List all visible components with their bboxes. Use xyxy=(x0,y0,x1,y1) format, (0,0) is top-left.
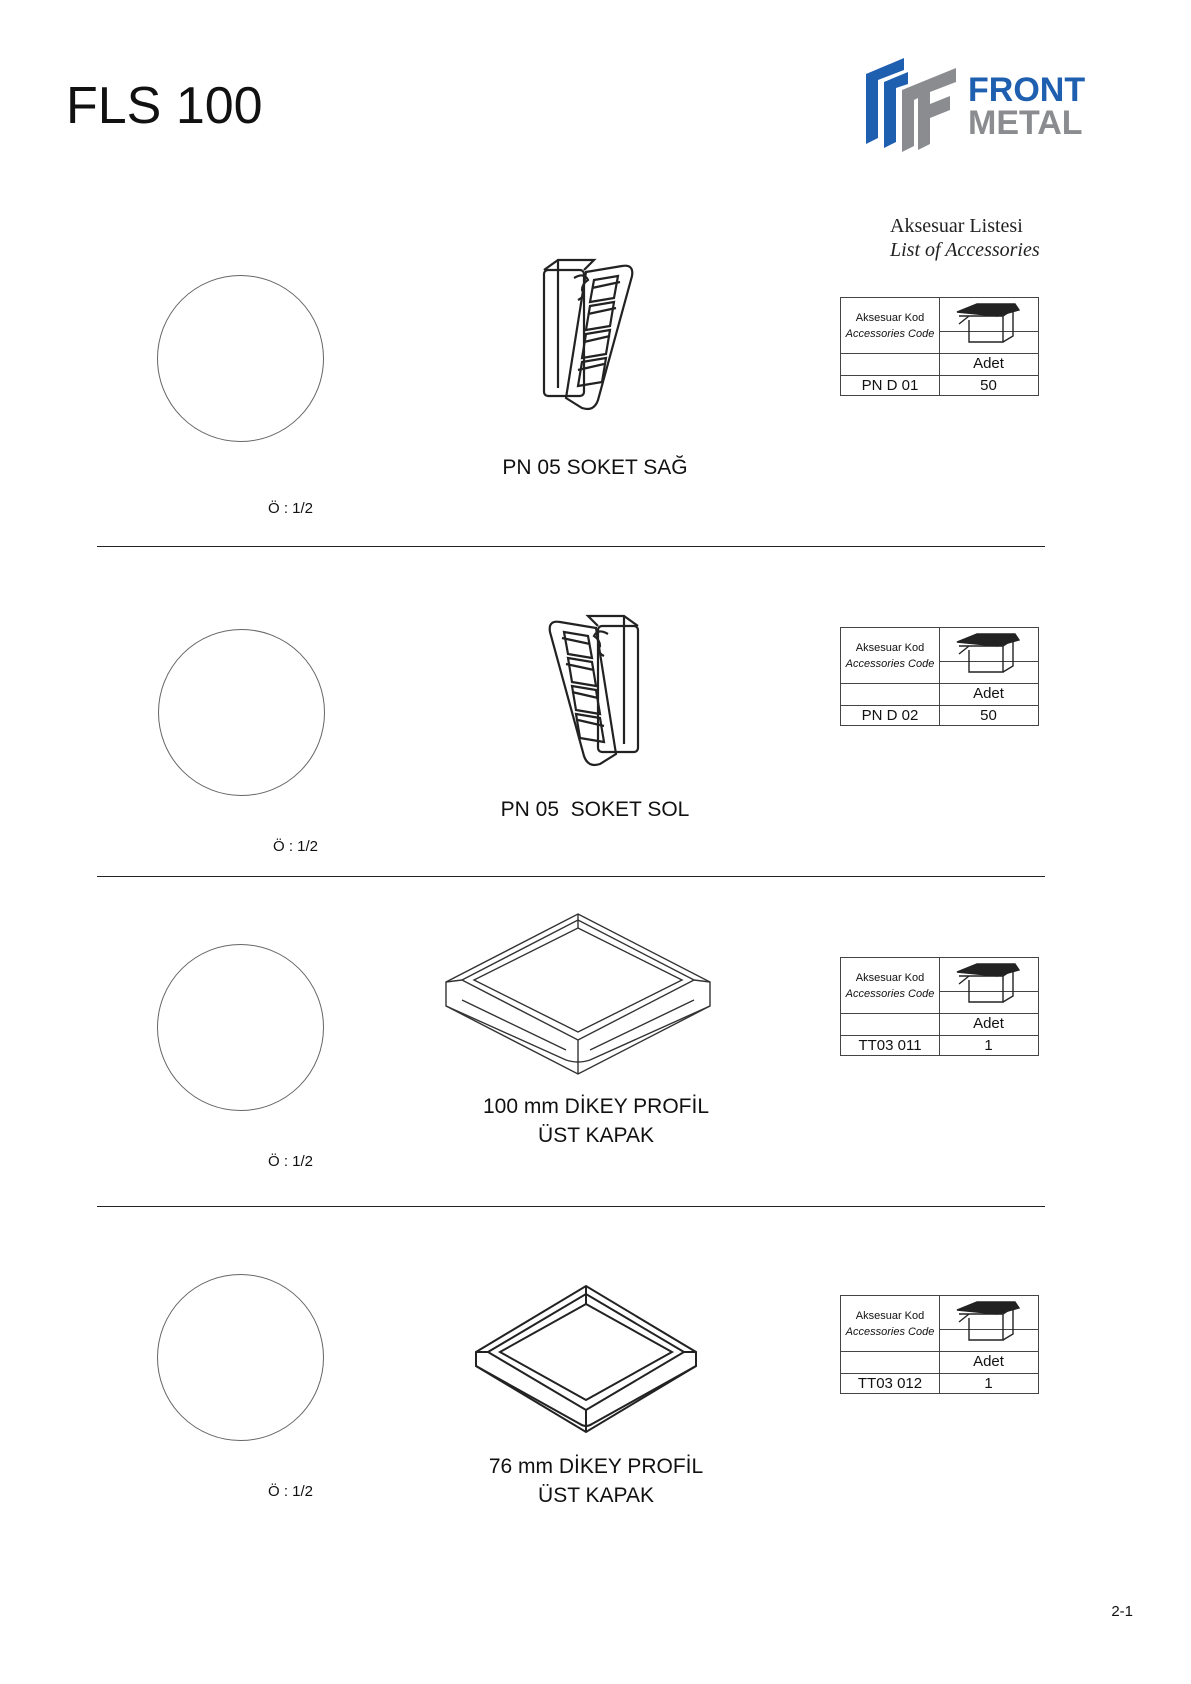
accessory-table xyxy=(840,957,1039,1056)
qty-label: Adet xyxy=(973,685,1004,702)
detail-circle xyxy=(158,629,325,796)
qty-value: 50 xyxy=(980,707,997,724)
accessory-table xyxy=(840,627,1039,726)
part-name xyxy=(396,1092,796,1150)
box-icon xyxy=(953,962,1023,1006)
code-label xyxy=(841,310,939,342)
code-value: TT03 012 xyxy=(857,1375,923,1392)
code-label-tr: Aksesuar Kod xyxy=(855,1310,925,1322)
front-metal-logo xyxy=(864,56,1136,156)
qty-value: 1 xyxy=(984,1375,993,1392)
code-label-en: Accessories Code xyxy=(845,1326,935,1338)
scale-label: Ö : 1/2 xyxy=(268,1483,314,1500)
flat-cap-icon xyxy=(442,910,714,1078)
part-name-line1: PN 05 SOKET SAĞ xyxy=(502,456,688,479)
section-divider xyxy=(97,876,1045,877)
qty-label: Adet xyxy=(973,1015,1004,1032)
code-value: TT03 011 xyxy=(858,1037,922,1054)
part-name-line1: PN 05 SOKET SOL xyxy=(500,798,690,821)
code-value: PN D 01 xyxy=(861,377,919,394)
part-name xyxy=(395,453,795,482)
part-name xyxy=(395,795,795,824)
code-label-en: Accessories Code xyxy=(845,658,935,670)
code-label xyxy=(841,970,939,1002)
qty-value: 50 xyxy=(980,377,997,394)
accessories-heading-en: List of Accessories xyxy=(890,239,1040,261)
scale-label: Ö : 1/2 xyxy=(268,1153,314,1170)
section-divider xyxy=(97,546,1045,547)
logo-text-metal: METAL xyxy=(968,104,1083,142)
code-label-tr: Aksesuar Kod xyxy=(855,972,925,984)
scale-label: Ö : 1/2 xyxy=(268,500,314,517)
part-name-line2: ÜST KAPAK xyxy=(538,1124,654,1147)
accessories-heading-tr: Aksesuar Listesi xyxy=(890,215,1023,237)
qty-label: Adet xyxy=(973,1353,1004,1370)
box-icon xyxy=(953,632,1023,676)
part-name xyxy=(396,1452,796,1510)
socket-right-icon xyxy=(536,258,646,416)
detail-circle xyxy=(157,275,324,442)
socket-left-icon xyxy=(536,614,646,772)
detail-circle xyxy=(157,1274,324,1441)
scale-label: Ö : 1/2 xyxy=(273,838,319,855)
code-label-tr: Aksesuar Kod xyxy=(855,642,925,654)
qty-value: 1 xyxy=(984,1037,993,1054)
accessories-heading xyxy=(890,214,1040,262)
code-label-en: Accessories Code xyxy=(845,988,935,1000)
logo-text-front: FRONT xyxy=(968,71,1086,109)
detail-circle xyxy=(157,944,324,1111)
part-name-line1: 76 mm DİKEY PROFİL xyxy=(488,1455,704,1478)
accessory-table xyxy=(840,297,1039,396)
accessory-table xyxy=(840,1295,1039,1394)
page-title: FLS 100 xyxy=(66,77,263,135)
code-label-en: Accessories Code xyxy=(845,328,935,340)
part-name-line1: 100 mm DİKEY PROFİL xyxy=(482,1095,710,1118)
part-name-line2: ÜST KAPAK xyxy=(538,1484,654,1507)
section-divider xyxy=(97,1206,1045,1207)
box-icon xyxy=(953,1300,1023,1344)
qty-label: Adet xyxy=(973,355,1004,372)
pyramid-cap-icon xyxy=(472,1282,700,1434)
code-label xyxy=(841,1308,939,1340)
code-value: PN D 02 xyxy=(861,707,919,724)
page-number: 2-1 xyxy=(1111,1603,1133,1620)
box-icon xyxy=(953,302,1023,346)
code-label xyxy=(841,640,939,672)
code-label-tr: Aksesuar Kod xyxy=(855,312,925,324)
